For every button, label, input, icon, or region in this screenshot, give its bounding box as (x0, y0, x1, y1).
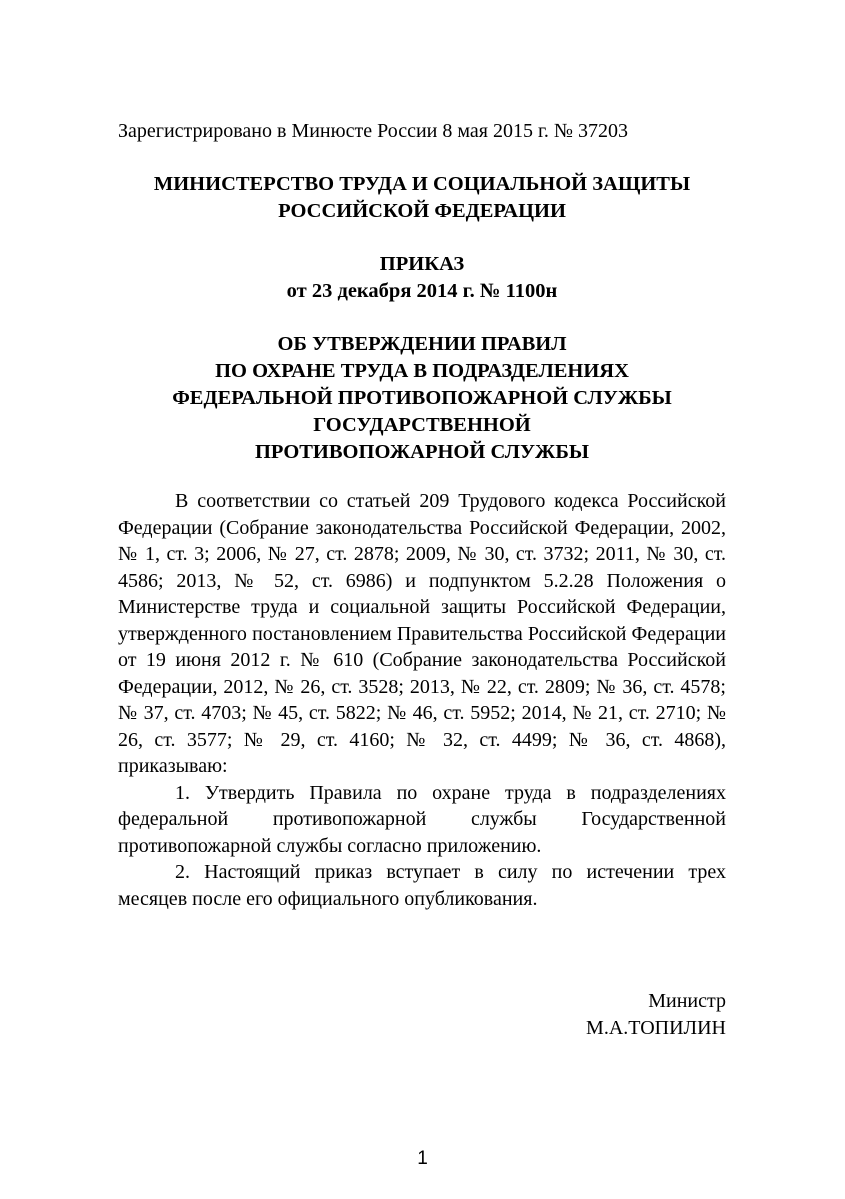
order-label: ПРИКАЗ (379, 253, 465, 275)
page-number: 1 (417, 1148, 428, 1169)
title-line-4: ГОСУДАРСТВЕННОЙ (313, 414, 531, 436)
ministry-line-2: РОССИЙСКОЙ ФЕДЕРАЦИИ (278, 200, 566, 222)
document-body (118, 488, 726, 912)
registration-note: Зарегистрировано в Минюсте России 8 мая 2015 г. № 37203 (118, 120, 628, 142)
order-heading (118, 251, 726, 305)
document-title (118, 331, 726, 466)
signatory-position: Министр (648, 990, 726, 1012)
ministry-heading (118, 171, 726, 225)
signatory-name: М.А.ТОПИЛИН (586, 1017, 726, 1039)
signature-block (118, 988, 726, 1042)
title-line-3: ФЕДЕРАЛЬНОЙ ПРОТИВОПОЖАРНОЙ СЛУЖБЫ (172, 387, 672, 409)
title-line-5: ПРОТИВОПОЖАРНОЙ СЛУЖБЫ (254, 441, 590, 463)
ministry-line-1: МИНИСТЕРСТВО ТРУДА И СОЦИАЛЬНОЙ ЗАЩИТЫ (153, 173, 691, 195)
title-line-2: ПО ОХРАНЕ ТРУДА В ПОДРАЗДЕЛЕНИЯХ (215, 360, 629, 382)
title-line-1: ОБ УТВЕРЖДЕНИИ ПРАВИЛ (277, 333, 567, 355)
preamble-paragraph: В соответствии со статьей 209 Трудового кодекса Российской Федерации (Собрание законодательства Российской Федерации, 2002, № 1, ст. 3; 2006, № 27, ст. 2878; 2009, № 30, ст. 3732; 2011, № 30, ст. 4586; 2013, № 52, ст. 6986) и подпунктом 5.2.28 Положения о Министерстве труда и социальной защиты Российской Федерации, утвержденного постановлением Правительства Российской Федерации от 19 июня 2012 г. № 610 (Собрание законодательства Российской Федерации, 2012, № 26, ст. 3528; 2013, № 22, ст. 2809; № 36, ст. 4578; № 37, ст. 4703; № 45, ст. 5822; № 46, ст. 5952; 2014, № 21, ст. 2710; № 26, ст. 3577; № 29, ст. 4160; № 32, ст. 4499; № 36, ст. 4868), приказываю: (118, 490, 726, 777)
order-date-number: от 23 декабря 2014 г. № 1100н (286, 280, 558, 302)
order-item-1: 1. Утвердить Правила по охране труда в подразделениях федеральной противопожарной службы Государственной противопожарной службы согласно приложению. (118, 781, 726, 857)
order-item-2: 2. Настоящий приказ вступает в силу по истечении трех месяцев после его официального опубликования. (118, 861, 726, 910)
